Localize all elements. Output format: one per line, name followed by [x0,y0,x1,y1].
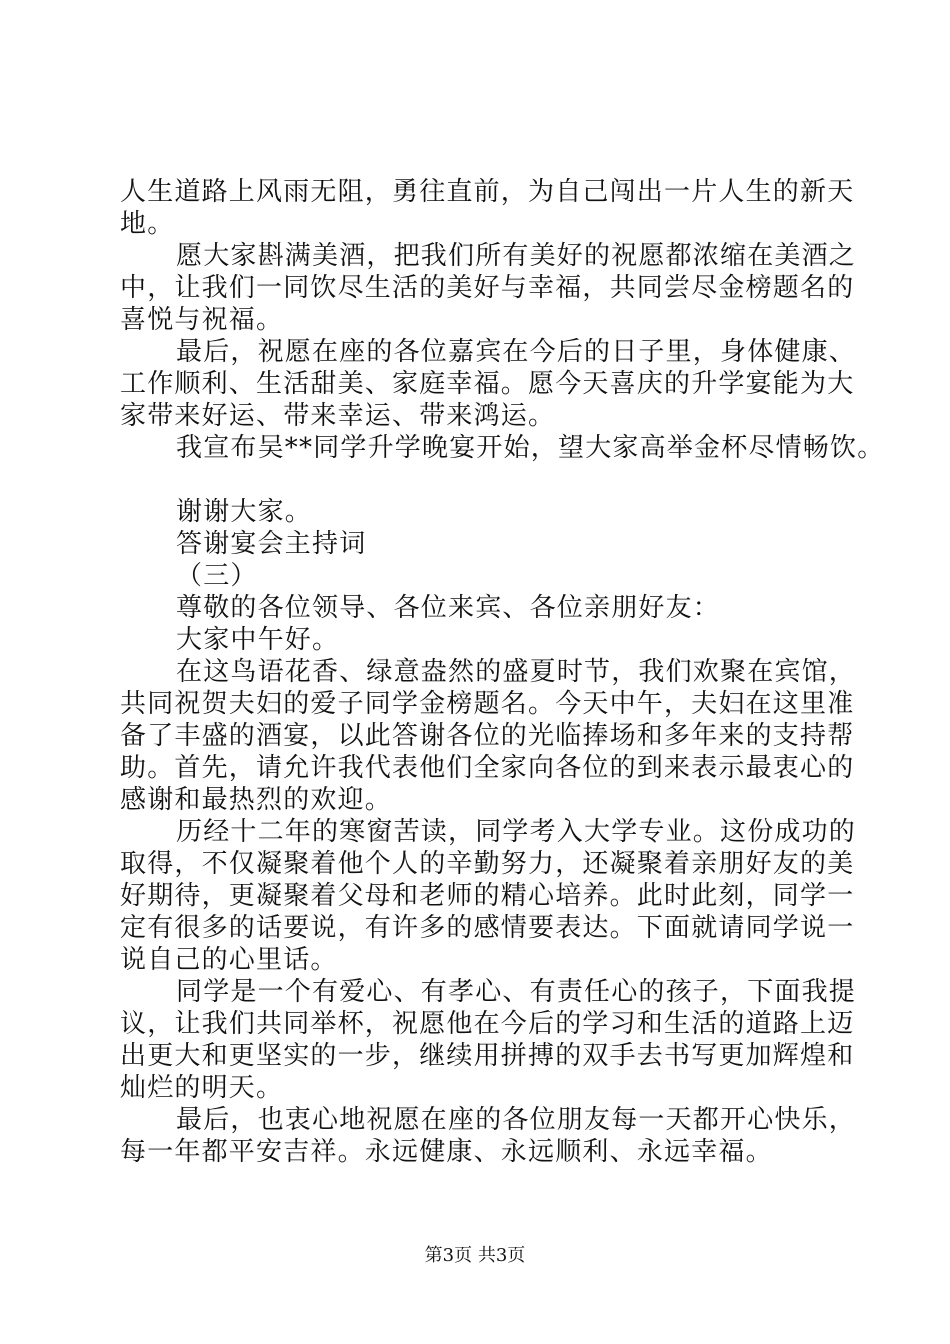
paragraph-line: 备了丰盛的酒宴，以此答谢各位的光临捧场和多年来的支持帮 [120,721,855,751]
paragraph-line: 在这鸟语花香、绿意盎然的盛夏时节，我们欢聚在宾馆， [176,657,857,687]
document-body [120,176,885,1168]
page-footer [0,1244,950,1268]
paragraph-line: 喜悦与祝福。 [120,305,284,335]
paragraph-line: 愿大家斟满美酒，把我们所有美好的祝愿都浓缩在美酒之 [176,241,857,271]
paragraph-line: 历经十二年的寒窗苦读，同学考入大学专业。这份成功的 [176,817,857,847]
paragraph-line: 每一年都平安吉祥。永远健康、永远顺利、永远幸福。 [120,1137,773,1167]
page-number-label: 第3页 共3页 [424,1245,526,1266]
paragraph-line: 我宣布吴**同学升学晚宴开始，望大家高举金杯尽情畅饮。 [176,433,885,463]
paragraph-line: 人生道路上风雨无阻，勇往直前，为自己闯出一片人生的新天 [120,177,855,207]
paragraph-line: 助。首先，请允许我代表他们全家向各位的到来表示最衷心的 [120,753,855,783]
paragraph-line: 家带来好运、带来幸运、带来鸿运。 [120,401,556,431]
paragraph-line: 感谢和最热烈的欢迎。 [120,785,393,815]
paragraph-line: 取得，不仅凝聚着他个人的辛勤努力，还凝聚着亲朋好友的美 [120,849,855,879]
blank-line [120,464,840,496]
paragraph-line: （三） [176,561,258,591]
paragraph-line: 谢谢大家。 [176,497,313,527]
paragraph-line: 工作顺利、生活甜美、家庭幸福。愿今天喜庆的升学宴能为大 [120,369,855,399]
paragraph-line: 出更大和更坚实的一步，继续用拼搏的双手去书写更加辉煌和 [120,1041,855,1071]
paragraph-line: 议，让我们共同举杯，祝愿他在今后的学习和生活的道路上迈 [120,1009,855,1039]
paragraph-line: 共同祝贺夫妇的爱子同学金榜题名。今天中午，夫妇在这里准 [120,689,855,719]
paragraph-line: 答谢宴会主持词 [176,529,367,559]
paragraph-line: 最后，祝愿在座的各位嘉宾在今后的日子里，身体健康、 [176,337,857,367]
paragraph-line: 好期待，更凝聚着父母和老师的精心培养。此时此刻，同学一 [120,881,855,911]
paragraph-line: 同学是一个有爱心、有孝心、有责任心的孩子，下面我提 [176,977,857,1007]
paragraph-line: 灿烂的明天。 [120,1073,284,1103]
paragraph-line: 尊敬的各位领导、各位来宾、各位亲朋好友： [176,593,721,623]
paragraph-line: 定有很多的话要说，有许多的感情要表达。下面就请同学说一 [120,913,855,943]
paragraph-line: 地。 [120,209,175,239]
paragraph-line: 大家中午好。 [176,625,340,655]
paragraph-line: 最后，也衷心地祝愿在座的各位朋友每一天都开心快乐， [176,1105,857,1135]
paragraph-line: 说自己的心里话。 [120,945,338,975]
paragraph-line: 中，让我们一同饮尽生活的美好与幸福，共同尝尽金榜题名的 [120,273,855,303]
